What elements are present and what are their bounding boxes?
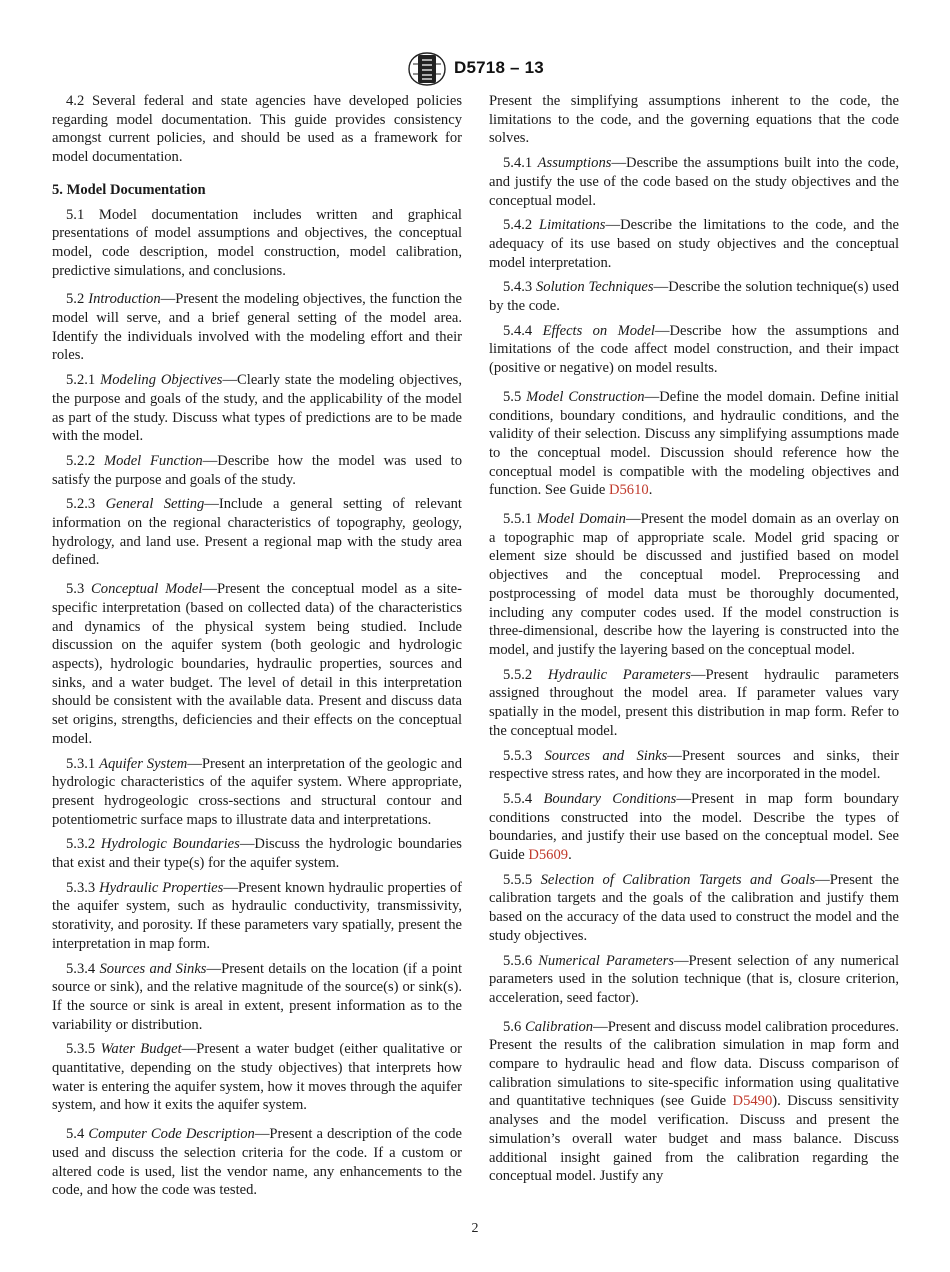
paragraph-5-5-3: 5.5.3 Sources and Sinks—Present sources and sinks, their respective stress rates, and how they are incorporated in the model. [489, 747, 900, 783]
right-column [489, 92, 899, 1192]
paragraph-5-2-2: 5.2.2 Model Function—Describe how the model was used to satisfy the purpose and goals of the study. [52, 452, 462, 488]
paragraph-5-3-3: 5.3.3 Hydraulic Properties—Present known hydraulic properties of the aquifer system, such as hydraulic conductivity, transmissivity, storativity, and porosity. If these parameters vary spatially, present the interpretation in map form. [52, 879, 463, 952]
paragraph-5-6: 5.6 Calibration—Present and discuss model calibration procedures. Present the results of the calibration simulation in map form and compare to hydraulic head and flow data. Discuss comparison of calibration simulations to site-specific information using qualitative and quantitative techniques (see Guide D5490). Discuss sensitivity analyses and the model verification. Discuss and present the simulation’s overall water budget and mass balance. Discuss additional insight gained from the calibration regarding the conceptual model. Justify any [489, 1018, 899, 1185]
paragraph-5-5-1: 5.5.1 Model Domain—Present the model domain as an overlay on a topographic map of appropriate scale. Model grid spacing or element size should be discussed and justified based on model objectives and the conceptual model. Preprocessing and postprocessing of model data must be thoroughly documented, including any computer codes used. If the model construction is three-dimensional, describe how the layering is constructed into the model, and justify the layering based on the conceptual model. [489, 511, 899, 658]
section-heading-5: 5. Model Documentation [52, 181, 206, 198]
paragraph-5-5-6: 5.5.6 Numerical Parameters—Present selection of any numerical parameters used in the solution technique (that is, closure criterion, acceleration, seed factor). [489, 952, 899, 1006]
paragraph-5-4-continued: Present the simplifying assumptions inherent to the code, the limitations to the code, and the governing equations that the code solves. [489, 93, 899, 147]
paragraph-5-4: 5.4 Computer Code Description—Present a description of the code used and discuss the selection criteria for the code. If a custom or altered code is used, list the vendor name, any enhancements to the code, and how the code was tested. [52, 1126, 462, 1199]
paragraph-5-5-5: 5.5.5 Selection of Calibration Targets and Goals—Present the calibration targets and the goals of the calibration and justify them based on the accuracy of the data used to construct the model and the study objectives. [489, 871, 899, 944]
paragraph-4-2: 4.2 Several federal and state agencies have developed policies regarding model documentation. This guide provides consistency amongst current policies, and should be used as a framework for model documentation. [52, 93, 462, 166]
paragraph-5-3-1: 5.3.1 Aquifer System—Present an interpretation of the geologic and hydrologic characteristics of the aquifer system. Where appropriate, present hydrogeologic cross-sections and structural contour and potentiometric surface maps to illustrate data and interpretations. [52, 755, 462, 828]
paragraph-5-2-3: 5.2.3 General Setting—Include a general setting of relevant information on the regional characteristics of topography, geology, hydrology, and land use. Present a regional map with the study area defined. [52, 496, 462, 569]
paragraph-5-5: 5.5 Model Construction—Define the model domain. Define initial conditions, boundary conditions, and hydraulic conditions, and the validity of their selection. Discuss any simplifying assumptions made to the conceptual model. Discussion should reference how the conceptual model is compatible with the modeling objectives and function. See Guide D5610. [489, 388, 899, 499]
paragraph-5-1: 5.1 Model documentation includes written and graphical presentations of model assumptions and objectives, the conceptual model, code description, model construction, model calibration, predictive simulations, and conclusions. [52, 206, 462, 279]
paragraph-5-3-4: 5.3.4 Sources and Sinks—Present details on the location (if a point source or sink), and the relative magnitude of the source(s) or sink(s). If the source or sink is areal in extent, present information as to the variability or distribution. [52, 960, 462, 1033]
reference-link-d5490[interactable]: D5490 [732, 1093, 773, 1110]
left-column [52, 92, 462, 1206]
paragraph-5-2: 5.2 Introduction—Present the modeling objectives, the function the model will serve, and a brief general setting of the model area. Identify the individuals involved with the modeling effort and their roles. [52, 291, 462, 364]
paragraph-5-5-4: 5.5.4 Boundary Conditions—Present in map form boundary conditions constructed into the model. Describe the types of boundaries, and justify their use based on the conceptual model. See Guide D5609. [489, 790, 899, 864]
page-header [0, 52, 950, 86]
astm-logo-icon [407, 52, 447, 86]
paragraph-5-4-1: 5.4.1 Assumptions—Describe the assumptions built into the code, and justify the use of the code based on the study objectives and the conceptual model. [489, 155, 900, 209]
paragraph-5-3-2: 5.3.2 Hydrologic Boundaries—Discuss the hydrologic boundaries that exist and their type(s) for the aquifer system. [52, 836, 462, 872]
paragraph-5-5-2: 5.5.2 Hydraulic Parameters—Present hydraulic parameters assigned throughout the model area. If parameter values vary spatially in the model, present this distribution in map form. Refer to the conceptual model. [489, 666, 899, 739]
paragraph-5-2-1: 5.2.1 Modeling Objectives—Clearly state the modeling objectives, the purpose and goals of the study, and the applicability of the model as part of the study. Discuss what types of predictions are to be made with the model. [52, 372, 462, 445]
page-number: 2 [471, 1221, 479, 1236]
paragraph-5-4-3: 5.4.3 Solution Techniques—Describe the solution technique(s) used by the code. [489, 279, 899, 315]
standard-designation: D5718 – 13 [454, 58, 544, 77]
paragraph-5-4-4: 5.4.4 Effects on Model—Describe how the assumptions and limitations of the code affect model construction, and their impact (positive or negative) on model results. [489, 322, 900, 377]
paragraph-5-3: 5.3 Conceptual Model—Present the conceptual model as a site-specific interpretation (based on collected data) of the characteristics and dynamics of the physical system being studied. Include discussion on the aquifer system (both geologic and hydrologic aspects), hydrologic boundaries, hydraulic properties, sources and sinks, and a water budget. The level of detail in this interpretation should be consistent with the available data. Present and discuss data set origins, strengths, deficiencies and their effects on the conceptual model. [52, 581, 462, 747]
paragraph-5-3-5: 5.3.5 Water Budget—Present a water budget (either qualitative or quantitative, depending on the study objectives) that interprets how water is entering the aquifer system, how it moves through the aquifer system, and how it exits the aquifer system. [52, 1041, 463, 1114]
reference-link-d5609[interactable]: D5609 [528, 847, 569, 864]
paragraph-5-4-2: 5.4.2 Limitations—Describe the limitations to the code, and the adequacy of its use based on study objectives and the conceptual model interpretation. [489, 217, 899, 271]
reference-link-d5610[interactable]: D5610 [608, 482, 649, 499]
